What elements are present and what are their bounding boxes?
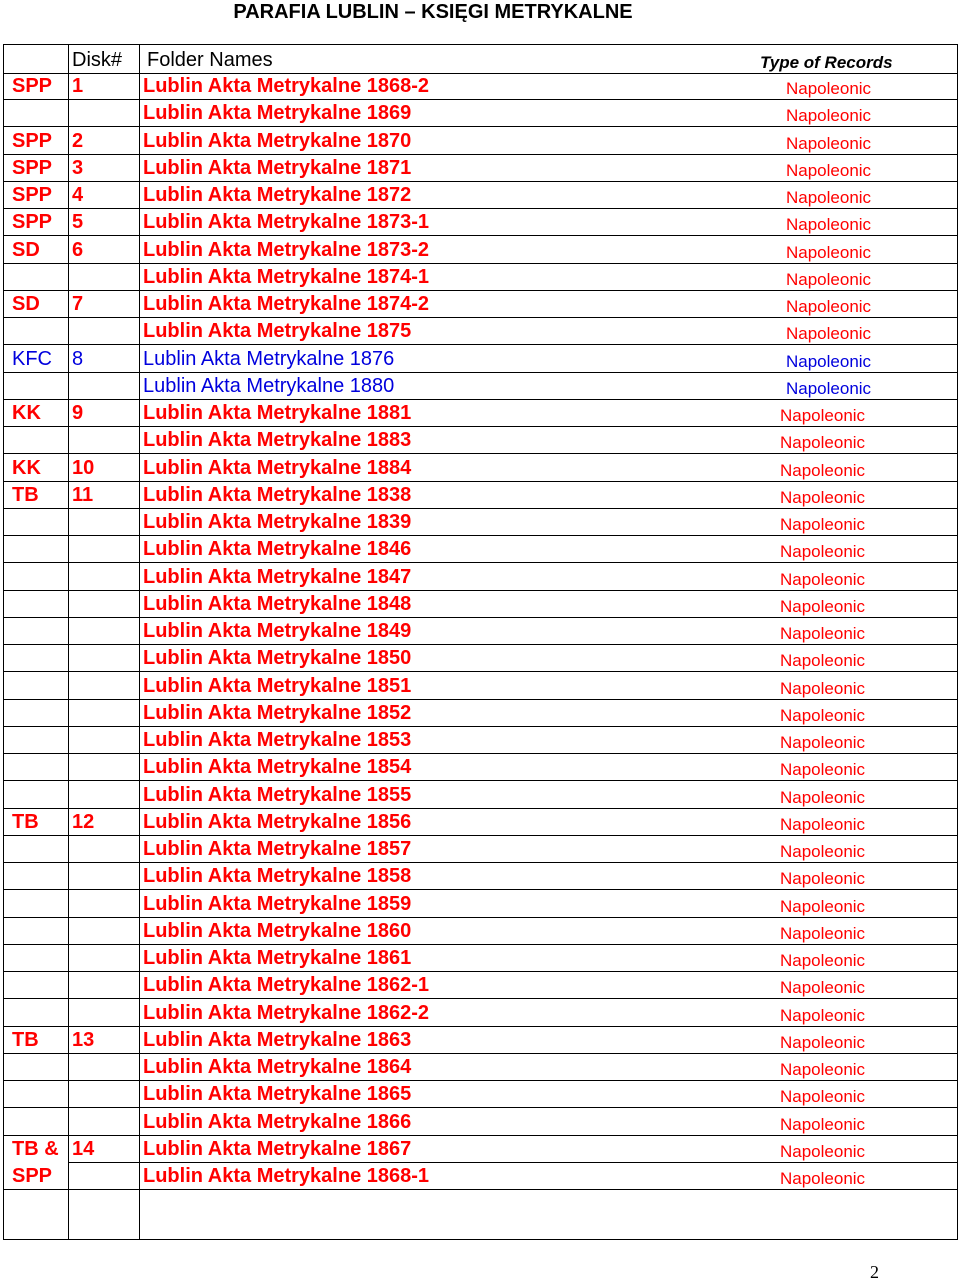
folder-name: Lublin Akta Metrykalne 1863 bbox=[143, 1028, 412, 1051]
disk-number: 8 bbox=[72, 347, 84, 370]
record-type: Napoleonic bbox=[780, 1060, 866, 1079]
folder-name: Lublin Akta Metrykalne 1866 bbox=[143, 1110, 412, 1133]
folder-name: Lublin Akta Metrykalne 1839 bbox=[143, 511, 412, 533]
table-row bbox=[4, 618, 957, 645]
table-row bbox=[4, 891, 957, 918]
folder-name: Lublin Akta Metrykalne 1868-1 bbox=[143, 1165, 430, 1187]
disk-number: 13 bbox=[72, 1028, 95, 1051]
record-type: Napoleonic bbox=[780, 1169, 866, 1188]
folder-name: Lublin Akta Metrykalne 1873-1 bbox=[143, 211, 430, 234]
disk-number: 12 bbox=[72, 810, 95, 833]
folder-name: Lublin Akta Metrykalne 1865 bbox=[143, 1083, 412, 1106]
table-row bbox=[4, 1000, 957, 1027]
record-type: Napoleonic bbox=[786, 242, 872, 262]
record-type: Napoleonic bbox=[780, 460, 866, 480]
folder-name: Lublin Akta Metrykalne 1852 bbox=[143, 701, 412, 724]
table-row bbox=[4, 673, 957, 700]
folder-name: Lublin Akta Metrykalne 1873-2 bbox=[143, 238, 430, 261]
record-type: Napoleonic bbox=[786, 269, 872, 289]
folder-name: Lublin Akta Metrykalne 1853 bbox=[143, 729, 412, 751]
folder-name: Lublin Akta Metrykalne 1869 bbox=[143, 102, 412, 125]
table-row bbox=[4, 1136, 957, 1163]
table-row bbox=[4, 155, 957, 182]
table-row bbox=[4, 727, 957, 754]
header-type-of-records: Type of Records bbox=[760, 53, 893, 72]
record-type: Napoleonic bbox=[780, 678, 866, 698]
folder-name: Lublin Akta Metrykalne 1862-1 bbox=[143, 974, 430, 997]
table-row bbox=[4, 427, 957, 454]
folder-name: Lublin Akta Metrykalne 1881 bbox=[143, 402, 412, 424]
table-row bbox=[4, 782, 957, 809]
folder-name: Lublin Akta Metrykalne 1860 bbox=[143, 919, 412, 942]
table-row bbox=[4, 209, 957, 236]
disk-number: 10 bbox=[72, 456, 95, 479]
record-type: Napoleonic bbox=[780, 978, 866, 998]
record-type: Napoleonic bbox=[780, 869, 866, 889]
table-row bbox=[4, 373, 957, 400]
record-type: Napoleonic bbox=[780, 1141, 866, 1161]
record-code: KFC bbox=[12, 347, 52, 370]
record-type: Napoleonic bbox=[780, 1005, 866, 1025]
record-type: Napoleonic bbox=[780, 515, 866, 534]
record-code: SD bbox=[12, 238, 40, 261]
table-row bbox=[4, 318, 957, 345]
record-code: SPP bbox=[12, 129, 53, 152]
record-code: SPP bbox=[12, 184, 53, 206]
record-code: SPP bbox=[12, 211, 53, 234]
table-row bbox=[4, 73, 957, 100]
table-row bbox=[4, 291, 957, 318]
record-type: Napoleonic bbox=[780, 624, 866, 643]
disk-number: 3 bbox=[72, 156, 84, 179]
folder-name: Lublin Akta Metrykalne 1876 bbox=[143, 347, 395, 370]
disk-number: 2 bbox=[72, 129, 84, 152]
record-type: Napoleonic bbox=[780, 569, 866, 589]
record-type: Napoleonic bbox=[786, 106, 872, 126]
table-row bbox=[4, 182, 957, 209]
table-row bbox=[4, 564, 957, 591]
record-type: Napoleonic bbox=[786, 188, 872, 207]
folder-name: Lublin Akta Metrykalne 1872 bbox=[143, 184, 412, 206]
record-code: TB bbox=[12, 810, 39, 833]
table-row bbox=[4, 836, 957, 863]
disk-number: 14 bbox=[72, 1137, 95, 1160]
header-disk: Disk# bbox=[72, 49, 123, 71]
record-code: TB bbox=[12, 1028, 39, 1051]
record-type: Napoleonic bbox=[780, 705, 866, 725]
record-type: Napoleonic bbox=[780, 1087, 866, 1107]
folder-name: Lublin Akta Metrykalne 1859 bbox=[143, 892, 412, 915]
record-type: Napoleonic bbox=[786, 378, 872, 398]
disk-number: 11 bbox=[72, 483, 94, 506]
folder-name: Lublin Akta Metrykalne 1861 bbox=[143, 947, 412, 969]
table-row bbox=[4, 700, 957, 727]
table-row bbox=[4, 972, 957, 999]
record-code: KK bbox=[12, 456, 41, 479]
folder-name: Lublin Akta Metrykalne 1854 bbox=[143, 756, 412, 779]
record-type: Napoleonic bbox=[786, 133, 872, 153]
folder-name: Lublin Akta Metrykalne 1849 bbox=[143, 620, 412, 642]
table-row bbox=[4, 1027, 957, 1054]
record-code: SPP bbox=[12, 1165, 53, 1187]
folder-name: Lublin Akta Metrykalne 1848 bbox=[143, 592, 412, 615]
table-row bbox=[4, 482, 957, 509]
table-row bbox=[4, 455, 957, 482]
records-table bbox=[3, 44, 958, 1240]
folder-name: Lublin Akta Metrykalne 1883 bbox=[143, 429, 412, 452]
table-row bbox=[4, 918, 957, 945]
table-row bbox=[4, 863, 957, 890]
record-code: SPP bbox=[12, 156, 53, 179]
table-row bbox=[4, 1081, 957, 1108]
record-type: Napoleonic bbox=[786, 79, 872, 98]
record-type: Napoleonic bbox=[780, 487, 866, 507]
disk-number: 9 bbox=[72, 402, 84, 424]
folder-name: Lublin Akta Metrykalne 1880 bbox=[143, 374, 395, 397]
disk-number: 5 bbox=[72, 211, 84, 234]
table-row bbox=[4, 536, 957, 563]
record-type: Napoleonic bbox=[780, 1114, 866, 1134]
record-code: TB & bbox=[12, 1137, 59, 1160]
folder-name: Lublin Akta Metrykalne 1846 bbox=[143, 538, 412, 561]
folder-name: Lublin Akta Metrykalne 1874-1 bbox=[143, 265, 430, 288]
folder-name: Lublin Akta Metrykalne 1870 bbox=[143, 129, 412, 152]
table-row bbox=[4, 809, 957, 836]
folder-name: Lublin Akta Metrykalne 1851 bbox=[143, 674, 412, 697]
folder-name: Lublin Akta Metrykalne 1868-2 bbox=[143, 75, 430, 97]
folder-name: Lublin Akta Metrykalne 1862-2 bbox=[143, 1001, 430, 1024]
record-type: Napoleonic bbox=[780, 406, 866, 425]
record-type: Napoleonic bbox=[780, 733, 866, 752]
folder-name: Lublin Akta Metrykalne 1850 bbox=[143, 647, 412, 670]
table-row bbox=[4, 400, 957, 427]
disk-number: 4 bbox=[72, 184, 84, 206]
table-row bbox=[4, 1109, 957, 1136]
record-type: Napoleonic bbox=[780, 542, 866, 562]
table-row bbox=[4, 128, 957, 155]
record-type: Napoleonic bbox=[780, 433, 866, 453]
record-type: Napoleonic bbox=[786, 351, 872, 371]
record-type: Napoleonic bbox=[780, 896, 866, 916]
table-row bbox=[4, 945, 957, 972]
record-type: Napoleonic bbox=[780, 760, 866, 780]
record-type: Napoleonic bbox=[780, 842, 866, 861]
record-type: Napoleonic bbox=[780, 951, 866, 970]
record-code: KK bbox=[12, 402, 41, 424]
table-row bbox=[4, 645, 957, 672]
page-number: 2 bbox=[870, 1262, 879, 1282]
table-row bbox=[4, 1163, 957, 1190]
record-code: TB bbox=[12, 483, 39, 506]
table-row bbox=[4, 237, 957, 264]
record-type: Napoleonic bbox=[780, 651, 866, 671]
record-type: Napoleonic bbox=[780, 787, 866, 807]
folder-name: Lublin Akta Metrykalne 1871 bbox=[143, 156, 412, 179]
table-row bbox=[4, 264, 957, 291]
folder-name: Lublin Akta Metrykalne 1856 bbox=[143, 810, 412, 833]
record-type: Napoleonic bbox=[780, 814, 866, 834]
folder-name: Lublin Akta Metrykalne 1875 bbox=[143, 320, 412, 343]
folder-name: Lublin Akta Metrykalne 1838 bbox=[143, 483, 412, 506]
table-row bbox=[4, 754, 957, 781]
record-type: Napoleonic bbox=[780, 596, 866, 616]
table-row bbox=[4, 591, 957, 618]
header-folder-names: Folder Names bbox=[147, 49, 273, 71]
folder-name: Lublin Akta Metrykalne 1847 bbox=[143, 565, 412, 588]
folder-name: Lublin Akta Metrykalne 1884 bbox=[143, 456, 412, 479]
record-type: Napoleonic bbox=[780, 923, 866, 943]
disk-number: 6 bbox=[72, 238, 84, 261]
table-row bbox=[4, 509, 957, 536]
folder-name: Lublin Akta Metrykalne 1864 bbox=[143, 1056, 412, 1078]
record-type: Napoleonic bbox=[786, 215, 872, 235]
document-title: PARAFIA LUBLIN – KSIĘGI METRYKALNE bbox=[233, 1, 633, 23]
table-row bbox=[4, 1054, 957, 1081]
record-code: SPP bbox=[12, 75, 53, 97]
record-type: Napoleonic bbox=[786, 297, 872, 316]
table-row bbox=[4, 346, 957, 373]
record-type: Napoleonic bbox=[780, 1032, 866, 1052]
record-code: SD bbox=[12, 293, 40, 315]
table-row bbox=[4, 100, 957, 127]
disk-number: 1 bbox=[72, 75, 84, 97]
folder-name: Lublin Akta Metrykalne 1874-2 bbox=[143, 293, 430, 315]
folder-name: Lublin Akta Metrykalne 1858 bbox=[143, 865, 412, 888]
folder-name: Lublin Akta Metrykalne 1867 bbox=[143, 1137, 412, 1160]
folder-name: Lublin Akta Metrykalne 1855 bbox=[143, 783, 412, 806]
record-type: Napoleonic bbox=[786, 324, 872, 344]
folder-name: Lublin Akta Metrykalne 1857 bbox=[143, 838, 412, 860]
record-type: Napoleonic bbox=[786, 160, 872, 180]
disk-number: 7 bbox=[72, 293, 84, 315]
